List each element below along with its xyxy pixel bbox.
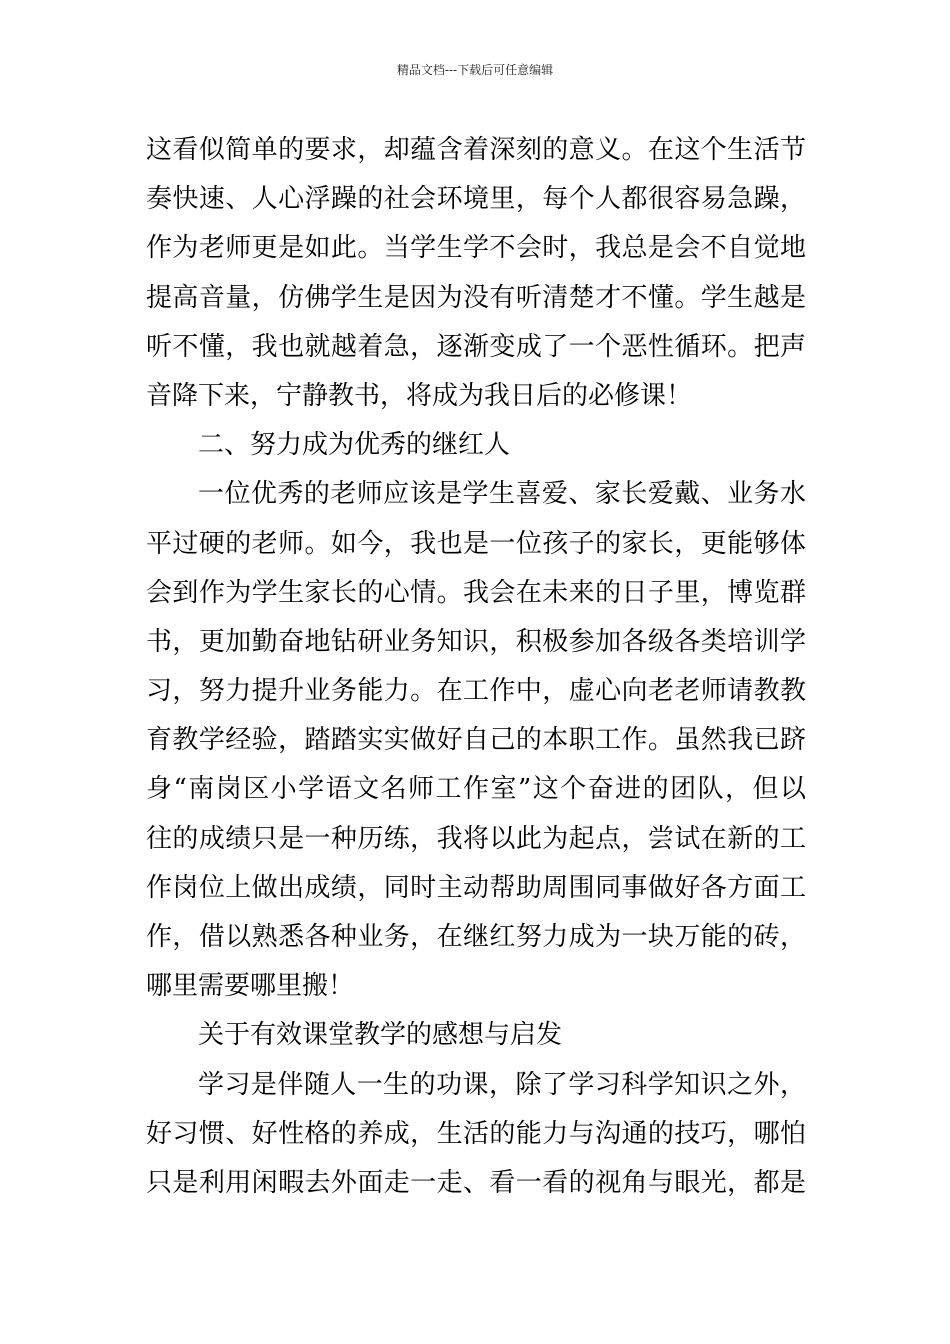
text-line: 提高音量，仿佛学生是因为没有听清楚才不懂。学生越是 — [146, 282, 806, 313]
text-line: 一位优秀的老师应该是学生喜爱、家长爱戴、业务水 — [198, 479, 806, 510]
section-heading: 二、努力成为优秀的继红人 — [198, 430, 511, 461]
text-line: 作为老师更是如此。当学生学不会时，我总是会不自觉地 — [146, 233, 806, 264]
text-line: 平过硬的老师。如今，我也是一位孩子的家长，更能够体 — [146, 528, 806, 559]
text-line: 会到作为学生家长的心情。我会在未来的日子里，博览群 — [146, 577, 806, 608]
section-heading: 关于有效课堂教学的感想与启发 — [198, 1020, 563, 1051]
text-line: 哪里需要哪里搬！ — [146, 971, 355, 1002]
text-line: 习，努力提升业务能力。在工作中，虚心向老老师请教教 — [146, 676, 806, 707]
text-line: 奏快速、人心浮躁的社会环境里，每个人都很容易急躁， — [146, 184, 806, 215]
text-line: 只是利用闲暇去外面走一走、看一看的视角与眼光，都是 — [146, 1167, 806, 1198]
text-line: 听不懂，我也就越着急，逐渐变成了一个恶性循环。把声 — [146, 331, 806, 362]
text-line: 育教学经验，踏踏实实做好自己的本职工作。虽然我已跻 — [146, 725, 806, 756]
text-line: 身“南岗区小学语文名师工作室”这个奋进的团队，但以 — [146, 774, 806, 805]
text-line: 好习惯、好性格的养成，生活的能力与沟通的技巧，哪怕 — [146, 1118, 806, 1149]
text-line: 音降下来，宁静教书，将成为我日后的必修课！ — [146, 380, 693, 411]
text-line: 这看似简单的要求，却蕴含着深刻的意义。在这个生活节 — [146, 135, 806, 165]
text-line: 作，借以熟悉各种业务，在继红努力成为一块万能的砖， — [146, 922, 806, 952]
text-line: 作岗位上做出成绩，同时主动帮助周围同事做好各方面工 — [146, 872, 806, 903]
page-header: 精品文档---下载后可任意编辑 — [396, 63, 554, 77]
text-line: 学习是伴随人一生的功课，除了学习科学知识之外， — [198, 1069, 806, 1100]
document-body — [146, 126, 806, 1208]
text-line: 书，更加勤奋地钻研业务知识，积极参加各级各类培训学 — [146, 626, 806, 657]
text-line: 往的成绩只是一种历练，我将以此为起点，尝试在新的工 — [146, 823, 806, 854]
